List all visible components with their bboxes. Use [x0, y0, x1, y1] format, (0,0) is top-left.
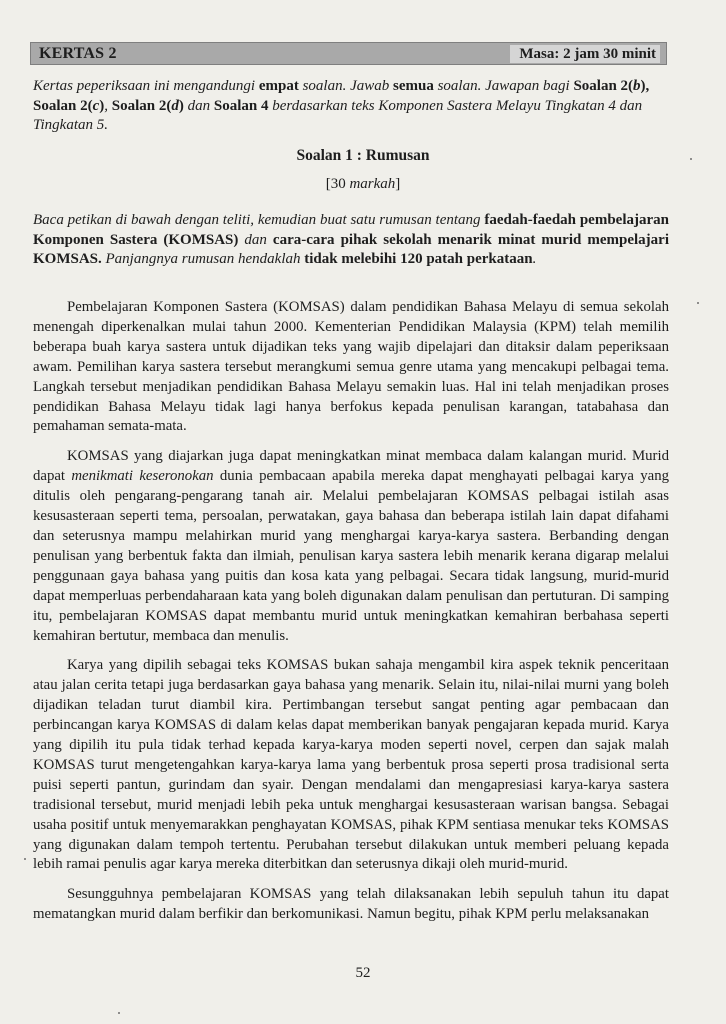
passage-paragraph: [33, 447, 669, 646]
page-number: 52: [355, 965, 371, 981]
instruction-text: .: [532, 251, 537, 267]
intro-bold: empat: [258, 78, 299, 94]
intro-bold: [112, 98, 184, 114]
intro-bold-part: ): [99, 97, 105, 114]
intro-text: berdasarkan teks Komponen Sastera Melayu Tingkatan 4 dan Tingkatan 5.: [33, 97, 643, 133]
passage-paragraph: Sesungguhnya pembelajaran KOMSAS yang telah dilaksanakan lebih sepuluh tahun itu dapat mematangkan murid dalam berfikir dan berkomunikasi. Namun begitu, pihak KPM perlu melaksanakan: [33, 886, 669, 923]
passage-paragraph: Karya yang dipilih sebagai teks KOMSAS bukan sahaja mengambil kira aspek teknik penceritaan atau jalan cerita tetapi juga berdasarkan gaya bahasa yang menarik. Selain itu, nilai-nilai murni yang boleh dijadikan teladan turut diambil kira. Pertimbangan tersebut sangat penting agar pembacaan dan perbincangan karya KOMSAS di dalam kelas dapat memberikan banyak pengajaran kepada murid. Karya yang dipilih itu pula tidak terhad kepada karya-karya moden seperti novel, cerpen dan sajak malah KOMSAS turut mengetengahkan karya-karya lama yang berbentuk prosa seperti prosa tradisional serta puisi seperti pantun, gurindam dan syair. Dengan mendalami dan mengapresiasi karya-karya sastera tradisional tersebut, murid menjadi lebih peka untuk menghargai kesusasteraan warisan bangsa. Sebagai usaha positif untuk menyemarakkan penghayatan KOMSAS, pihak KPM sentiasa menukar teks KOMSAS yang digunakan dalam tempoh tertentu. Perubahan tersebut dilakukan untuk memberi peluang kepada lebih ramai penulis agar karya mereka diterbitkan dan seterusnya dikaji oleh murid-murid.: [33, 657, 669, 873]
time-allowed: Masa: 2 jam 30 minit: [510, 45, 660, 63]
question-instruction: [33, 211, 669, 270]
reading-passage: [33, 298, 669, 935]
scan-speck: [24, 858, 26, 860]
question-marks: [0, 176, 726, 193]
intro-bold-part: ): [178, 97, 184, 114]
scan-speck: [118, 1012, 120, 1014]
marks-open: [30: [325, 176, 350, 192]
paper-title: KERTAS 2: [39, 45, 117, 62]
instruction-bold: faedah-faedah pembelajaran Komponen Sastera (KOMSAS): [33, 212, 669, 248]
paper-header-bar: [30, 42, 667, 65]
intro-text: Kertas peperiksaan ini mengandungi: [33, 78, 259, 94]
instruction-bold: cara-cara pihak sekolah menarik minat murid mempelajari KOMSAS.: [33, 231, 669, 267]
intro-bold: [33, 98, 104, 114]
passage-italic: menikmati keseronokan: [71, 468, 214, 485]
passage-text: KOMSAS yang diajarkan juga dapat meningkatkan minat membaca dalam kalangan murid. Murid dapat: [33, 448, 669, 485]
intro-bold-part: ),: [640, 78, 650, 94]
intro-bold: Soalan 4: [213, 97, 269, 114]
instruction-text: dan: [238, 231, 273, 248]
instruction-bold: tidak melebihi 120 patah perkataan: [304, 251, 533, 267]
intro-bold-part: Soalan 2(: [111, 97, 172, 114]
paper-instructions: [33, 77, 665, 136]
intro-text: dan: [183, 97, 214, 114]
intro-bold: [573, 78, 649, 94]
intro-bold-part: Soalan 2(: [33, 97, 93, 114]
instruction-text: Panjangnya rumusan hendaklah: [101, 251, 305, 267]
intro-text: soalan. Jawab: [298, 78, 393, 94]
marks-word: markah: [349, 176, 396, 192]
intro-bold-italic: c: [92, 97, 100, 114]
passage-paragraph: Pembelajaran Komponen Sastera (KOMSAS) dalam pendidikan Bahasa Melayu di semua sekolah menengah diperkenalkan mulai tahun 2000. Kementerian Pendidikan Malaysia (KPM) telah memilih beberapa buah karya sastera untuk dijadikan teks yang wajib dipelajari dan ditaksir dalam peperiksaan awam. Pemilihan karya sastera tersebut merangkumi semua genre utama yang mencakupi pelbagai tema. Langkah tersebut menjadikan pendidikan Bahasa Melayu semakin luas. Hal ini telah menjadikan proses pendidikan Bahasa Melayu tidak lagi hanya berfokus kepada penulisan karangan, tatabahasa dan pemahaman semata-mata.: [33, 299, 669, 435]
question-title: Soalan 1 : Rumusan: [296, 147, 430, 164]
passage-text: dunia pembacaan apabila mereka dapat menghayati pelbagai karya yang ditulis oleh pengarang-pengarang tanah air. Melalui pembelajaran KOMSAS pelbagai istilah asas kesusasteraan seperti tema, persoalan, perwatakan, gaya bahasa dan beberapa istilah lain dapat difahami dan seterusnya mampu melahirkan murid yang menghargai karya-karya sastera. Berbanding dengan penulisan yang berbentuk fakta dan ilmiah, penulisan karya sastera lebih menarik kerana digarap melalui penggunaan gaya bahasa yang puitis dan kosa kata yang pelbagai. Secara tidak langsung, murid-murid dapat memperluas perbendaharaan kata yang boleh digunakan dalam penulisan dan pertuturan. Di samping itu, pembelajaran KOMSAS dapat membantu murid untuk meningkatkan kemahiran berbahasa seperti kemahiran bertutur, membaca dan menulis.: [33, 468, 669, 644]
intro-bold-italic: b: [633, 78, 641, 94]
instruction-text: Baca petikan di bawah dengan teliti, kemudian buat satu rumusan tentang: [33, 212, 485, 228]
intro-text: ,: [104, 97, 112, 114]
intro-bold-part: Soalan 2(: [573, 78, 634, 94]
scan-speck: [697, 302, 699, 304]
intro-text: soalan. Jawapan bagi: [433, 78, 574, 94]
intro-bold-italic: d: [171, 97, 179, 114]
marks-close: ]: [395, 176, 401, 192]
intro-bold: semua: [393, 78, 434, 94]
scan-speck: [690, 158, 692, 160]
